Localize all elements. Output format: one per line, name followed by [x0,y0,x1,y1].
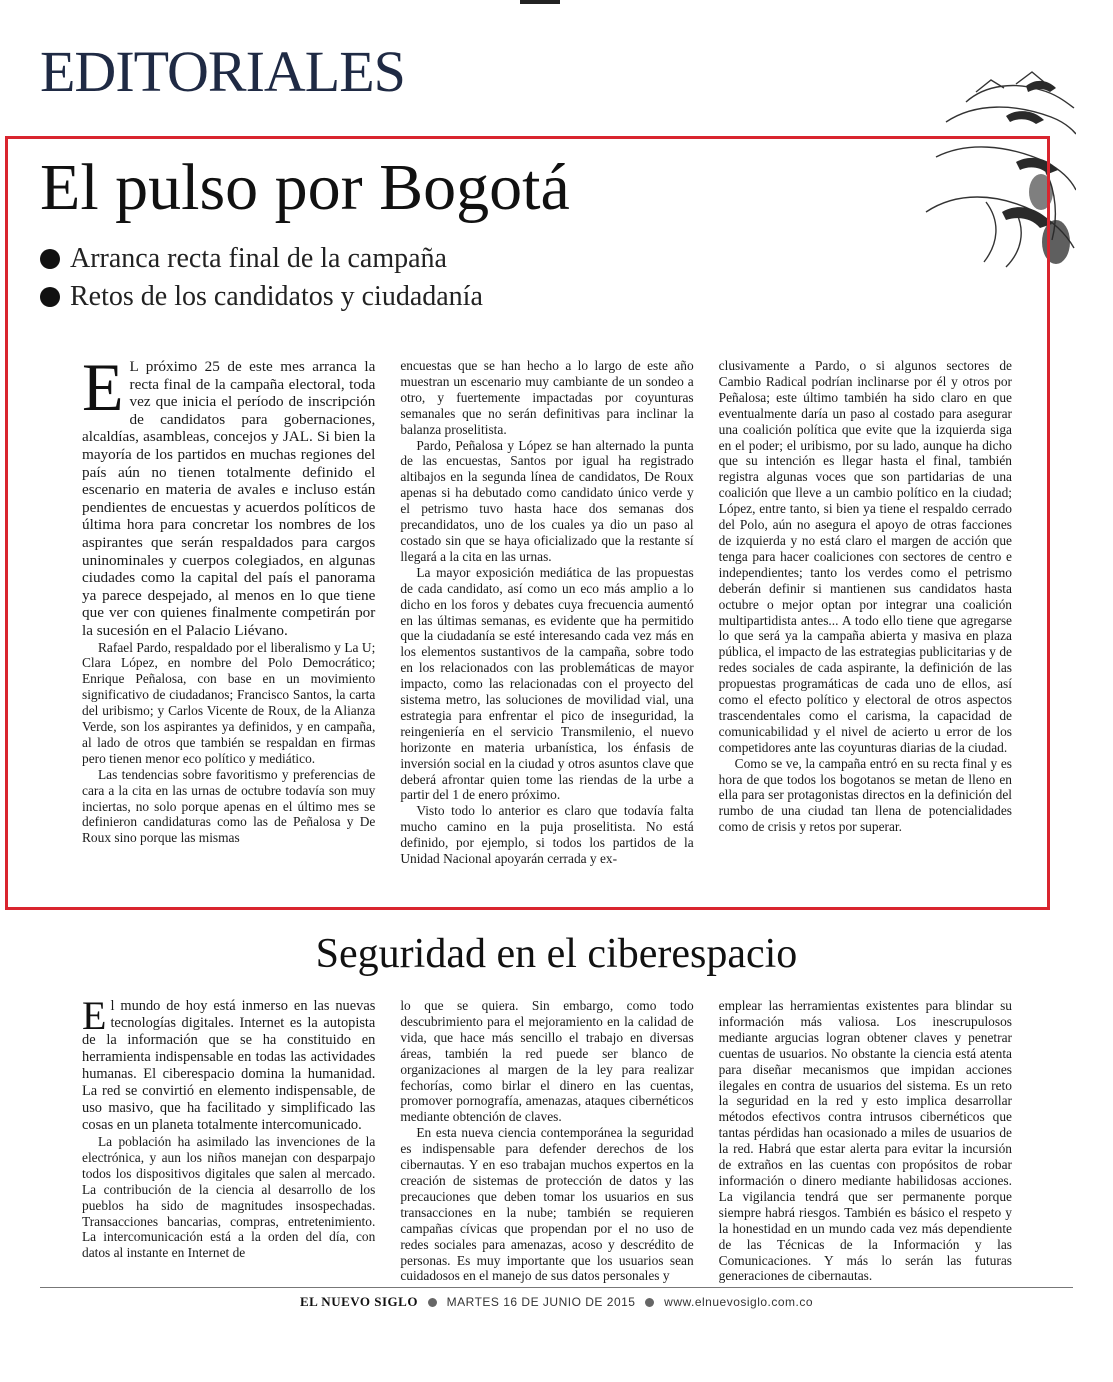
body-paragraph: Como se ve, la campaña entró en su recta final y es hora de que todos los bogotanos se metan de lleno en ella para ser protagonistas directos en la definición del rumbo de una ciudad tan llena de potencialidades como de crisis y retos por superar. [718,755,1012,835]
editorial-1-title: El pulso por Bogotá [40,151,570,224]
drop-cap: E [82,993,107,1038]
editorial-2-body [82,993,1012,1288]
body-paragraph: La población ha asimilado las invenciones de la electrónica, y aun los niños manejan con desparpajo todos los dispositivos digitales que salen al mercado. La contribución de la ciencia al desarrollo de los pueblos ha sido de magnitudes insospechadas. Transacciones bancarias, compras, entretenimiento. La intercomunicación está a la orden del día, con datos al instante en Internet de [82,1134,376,1261]
editorial-1-column-1 [82,349,376,888]
body-paragraph: clusivamente a Pardo, o si algunos sectores de Cambio Radical podrían inclinarse por él y otros por Peñalosa; este último también ha sido claro en que eventualmente daría un paso al costado para asegurar una coalición política que evite que la izquierda siga en el poder; el uribismo, por su lado, aunque ha dicho que su intención es llegar hasta el final, también registra algunas voces que son partidarias de una coalición que lleve a un cambio político en la ciudad; López, entre tanto, si bien ya tiene el respaldo cerrado del Polo, aún no asegura el apoyo de otras facciones de izquierda y no está claro el margen de acción que tenga para hacer coaliciones con sectores de centro e independientes; tanto los verdes como el petrismo deberán definir si mantienen sus candidatos hasta octubre o mejor optan por integrar una coalición multipartidista antes... A todo ello tiene que agregarse lo que será ya la campaña abierta y masiva en plaza pública, el impacto de las estrategias publicitarias y de redes sociales de cada aspirante, la definición de las propuestas programáticas de cada uno de ellos, así como el efecto político y electoral de otros aspectos trascendentales como el carisma, la capacidad de comunicabilidad y el nivel de acierto u error de los competidores ante las coyunturas diarias de la ciudad. [718,358,1012,755]
lead-text: l mundo de hoy está inmerso en las nuevas tecnologías digitales. Internet es la autopista de la información que se ha constituido en herramienta indispensable en todas las actividades humanas. El ciberespacio domina la humanidad. La red se convirtió en elemento indispensable, de uso masivo, que ha facilitado y simplificado las cosas en un planeta totalmente intercomunicado. [82,998,376,1133]
editorial-1-column-3 [719,358,1012,888]
editorial-2-column-2 [400,998,693,1288]
editorial-1-column-2 [400,358,693,888]
body-paragraph: Visto todo lo anterior es claro que todavía falta mucho camino en la puja proselitista. No está definido, por ejemplo, si todos los partidos de la Unidad Nacional apoyarán cerrada y ex- [400,803,694,867]
body-paragraph: Las tendencias sobre favoritismo y preferencias de cara a la cita en las urnas de octubre todavía son muy inciertas, no solo porque apenas en el último mes se definieron candidaturas como las de Peñalosa y De Roux sino porque las mismas [82,766,376,846]
bullet-text: Arranca recta final de la campaña [70,243,447,274]
editorial-2-column-1 [82,993,376,1288]
newspaper-brand: EL NUEVO SIGLO [299,1294,418,1309]
footer-website: www.elnuevosiglo.com.co [664,1295,814,1309]
editorial-2-column-3 [719,998,1012,1288]
body-paragraph: encuestas que se han hecho a lo largo de este año muestran un escenario muy cambiante de un sondeo a otro, y fuertemente impactadas por coyunturas semanales que no serán definitivas para inclinar la balanza proselitista. [400,358,694,437]
bullet-text: Retos de los candidatos y ciudadanía [70,281,483,312]
drop-cap: E [82,349,124,425]
body-paragraph: emplear las herramientas existentes para blindar su información más valiosa. Los inescrupulosos mediante argucias logran obtener claves y penetrar cuentas de usuarios. No obstante la ciencia está atenta para diseñar mecanismos que impidan acciones ilegales en contra de usuarios del sistema. Es un reto la seguridad en la red y esto implica desarrollar métodos efectivos contra intrusos cibernéticos que tantas pérdidas han ocasionado a miles de usuarios de la red. Habrá que estar alerta para evitar la incursión de extraños en las cuentas con propósitos de robar información o dinero mediante habilidosas acciones. La vigilancia tendrá que ser permanente porque siempre habrá riesgos. También es básico el respeto y la honestidad en un mundo cada vez más dependiente de las Técnicas de la Información y las Comunicaciones. Y más lo serán las futuras generaciones de cibernautas. [718,998,1012,1284]
footer-date: MARTES 16 DE JUNIO DE 2015 [446,1295,636,1309]
body-paragraph: Pardo, Peñalosa y López se han alternado la punta de las encuestas, Santos por igual ha registrado altibajos en la segunda línea de candidatos, De Roux apenas si ha debutado como candidato único verde y el petrismo tuvo hasta hace dos semanas dos precandidatos, uno de los cuales ya dio un paso al costado sin que se haya oficializado que la restante sí llegará a la cita en las urnas. [400,437,694,564]
page-footer [0,1294,1113,1310]
body-paragraph: lo que se quiera. Sin embargo, como todo descubrimiento para el mejoramiento en la calidad de vida, que hace más sencillo el trabajo en diversas áreas, también la red puede ser blanco de organizaciones al margen de la ley para realizar fechorías, como birlar el dinero en las cuentas, promover pornografía, amenazas, ataques cibernéticos mediante obtención de claves. [400,998,694,1125]
separator-dot-icon [645,1298,654,1307]
top-edge-mark [520,0,560,4]
body-paragraph: La mayor exposición mediática de las propuestas de cada candidato, así como un eco más amplio a lo dicho en los foros y debates cuya frecuencia aumentó en las últimas semanas, es evidente que ha permitido que la ciudadanía se esté interesando cada vez más en los elementos sustantivos de la campaña, sobre todo en los relacionados con las problemáticas de mayor impacto, como las relacionadas con el proyecto del sistema metro, las soluciones de movilidad vial, una estrategia para enfrentar el pico de inseguridad, la reingeniería en el servicio Transmilenio, el nuevo horizonte en materia urbanística, los énfasis de inversión social en la ciudad y otros asuntos clave que deberá afrontar quien tome las riendas de la urbe a partir del 1 de enero próximo. [400,564,694,803]
lead-paragraph [82,993,376,1134]
editorial-1-bullets [40,240,483,316]
body-paragraph: En esta nueva ciencia contemporánea la seguridad es indispensable para defender derechos de los cibernautas. Y en eso trabajan muchos expertos en la creación de sistemas de protección de datos y las precauciones que deben tomar los usuarios en sus transacciones en la nube; también se requieren campañas cívicas que propendan por el no uso de redes sociales para amenazas, acoso y descrédito de personas. Es muy importante que los usuarios sean cuidadosos en el manejo de sus datos personales y [400,1125,694,1284]
editorial-1-body [82,349,1012,888]
lead-paragraph [82,349,376,640]
editorial-2-title: Seguridad en el ciberespacio [315,931,798,977]
separator-dot-icon [428,1298,437,1307]
footer-rule [40,1287,1073,1288]
lead-text: L próximo 25 de este mes arranca la recta final de la campaña electoral, toda vez que inicia el período de inscripción de candidatos para gobernaciones, alcaldías, asambleas, concejos y JAL. Si bien la mayoría de los partidos en muchas regiones del país aún no tienen totalmente definido el escenario en materia de avales e incluso están pendientes de encuestas y acuerdos políticos de última hora para concretar los nombres de los aspirantes que serán respaldados para cargos uninominales y cuerpos colegiados, en algunas ciudades como la capital del país el panorama ya parece despejado, al menos en lo que tiene que ver con quienes finalmente competirán por la sucesión en el Palacio Liévano. [82,358,376,639]
body-paragraph: Rafael Pardo, respaldado por el liberalismo y La U; Clara López, en nombre del Polo Democrático; Enrique Peñalosa, con base en un movimiento significativo de ciudadanos; Francisco Santos, la carta del uribismo; y Carlos Vicente de Roux, de la Alianza Verde, son los aspirantes ya definidos, y en campaña, al lado de otros que también se respaldan en firmas pero tienen menor eco político y mediático. [82,639,376,766]
bullet-item [40,240,483,278]
section-title: EDITORIALES [40,39,405,104]
bullet-item [40,278,483,316]
bullet-icon [40,287,60,307]
bullet-icon [40,249,60,269]
